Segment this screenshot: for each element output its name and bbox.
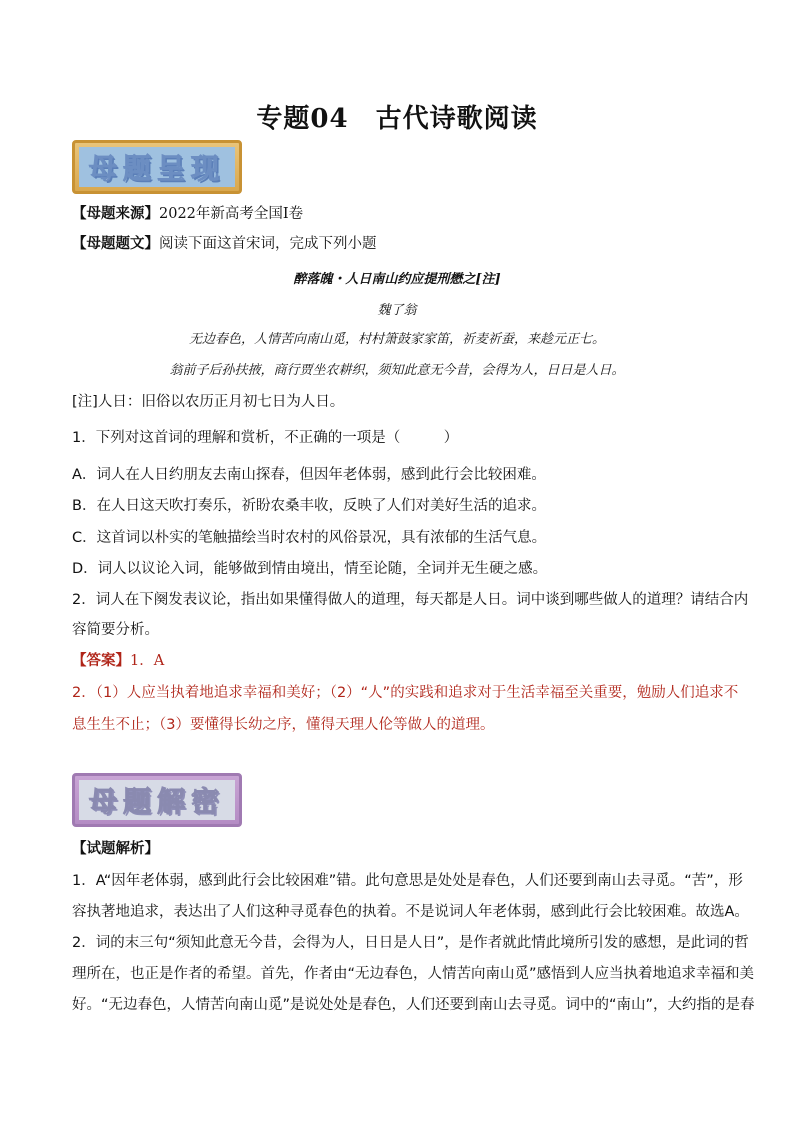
poem-line-1: 无边春色，人情苦向南山觅，村村箫鼓家家笛，祈麦祈蚕，来趁元正七。 (188, 332, 605, 347)
section-banner-presentation (72, 140, 242, 194)
analysis-label: 【试题解析】 (72, 841, 159, 857)
option-a: A．词人在人日约朋友去南山探春，但因年老体弱，感到此行会比较困难。 (72, 467, 546, 483)
analysis-2-line-2: 理所在，也正是作者的希望。首先，作者由“无边春色，人情苦向南山觅”感悟到人应当执着地追求幸福和美 (72, 966, 755, 982)
option-d: D．词人以议论入词，能够做到情由境出，情至论随，全词并无生硬之感。 (72, 561, 548, 577)
answer-label: 【答案】 (72, 653, 130, 669)
question-2-line-2: 容简要分析。 (72, 622, 159, 638)
source-text: 2022年新高考全国Ⅰ卷 (159, 206, 304, 222)
option-b: B．在人日这天吹打奏乐，祈盼农桑丰收，反映了人们对美好生活的追求。 (72, 498, 546, 514)
option-c: C．这首词以朴实的笔触描绘当时农村的风俗景况，具有浓郁的生活气息。 (72, 530, 547, 546)
banner-label: 母题解密 (79, 780, 235, 820)
analysis-1-line-1: 1．A“因年老体弱，感到此行会比较困难”错。此句意思是处处是春色，人们还要到南山去寻觅。“苦”，形 (72, 873, 743, 889)
answer-2-line-1: 2．（1）人应当执着地追求幸福和美好；（2）“人”的实践和追求对于生活幸福至关重要，勉励人们追求不 (72, 685, 739, 701)
question-2-line-1: 2．词人在下阕发表议论，指出如果懂得做人的道理，每天都是人日。词中谈到哪些做人的道理？请结合内 (72, 592, 749, 608)
poem-line-2: 翁前子后孙扶掖，商行贾坐农耕织，须知此意无今昔，会得为人，日日是人日。 (169, 363, 625, 378)
section-banner-analysis (72, 773, 242, 827)
question-text-label: 【母题题文】 (72, 236, 159, 252)
poem-title: 醉落魄・人日南山约应提刑懋之[注] (293, 272, 501, 287)
analysis-2-line-1: 2．词的末三句“须知此意无今昔，会得为人，日日是人日”，是作者就此情此境所引发的感想，是此词的哲 (72, 935, 749, 951)
analysis-2-line-3: 好。“无边春色，人情苦向南山觅”是说处处是春色，人们还要到南山去寻觅。词中的“南山”，大约指的是春 (72, 997, 755, 1013)
page-title: 专题04 古代诗歌阅读 (256, 104, 538, 134)
source-label: 【母题来源】 (72, 206, 159, 222)
answer-line-1 (72, 652, 164, 670)
question-text-line (72, 235, 377, 253)
source-line (72, 205, 303, 223)
question-1-stem: 1．下列对这首词的理解和赏析，不正确的一项是（ ） (72, 430, 459, 446)
question-text-intro: 阅读下面这首宋词，完成下列小题 (159, 236, 377, 252)
analysis-1-line-2: 容执著地追求，表达出了人们这种寻觅春色的执着。不是说词人年老体弱，感到此行会比较困难。故选A。 (72, 904, 749, 920)
answer-1: 1．A (130, 653, 165, 669)
banner-label: 母题呈现 (79, 147, 235, 187)
answer-2-line-2: 息生生不止；（3）要懂得长幼之序，懂得天理人伦等做人的道理。 (72, 717, 495, 733)
poem-author: 魏了翁 (377, 303, 417, 318)
poem-note: [注]人日：旧俗以农历正月初七日为人日。 (72, 394, 345, 410)
